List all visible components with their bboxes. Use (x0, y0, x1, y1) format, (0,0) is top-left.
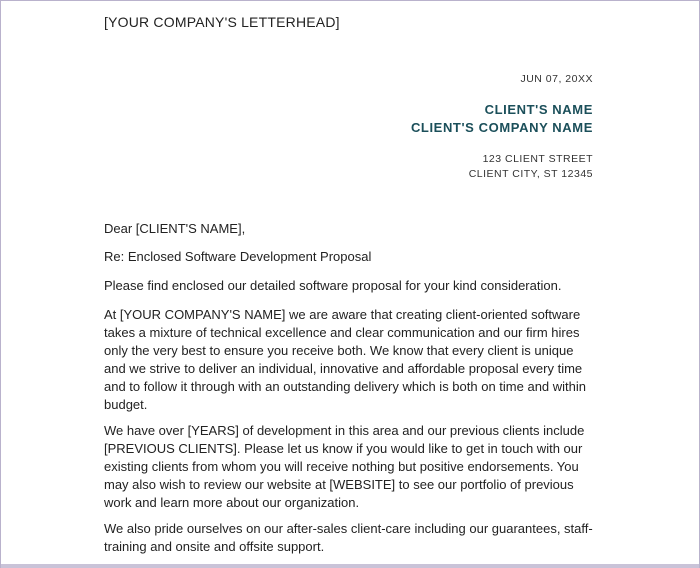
company-letterhead: [YOUR COMPANY'S LETTERHEAD] (104, 14, 340, 30)
body-paragraph: We also pride ourselves on our after-sales client-care including our guarantees, staff-training and onsite and offsite support. (104, 521, 593, 554)
client-street: 123 CLIENT STREET (482, 153, 593, 165)
body-paragraph: Please find enclosed our detailed software proposal for your kind consideration. (104, 278, 562, 293)
body-paragraph: At [YOUR COMPANY'S NAME] we are aware that creating client-oriented software takes a mixture of technical excellence and clear communication and our firm hires only the very best to ensure you receive both. We know that every client is unique and we strive to deliver an individual, innovative and affordable proposal every time and to follow it through with an outstanding delivery which is both on time and within budget. (104, 307, 587, 412)
body-paragraph: We have over [YEARS] of development in this area and our previous clients include [PREVIOUS CLIENTS]. Please let us know if you would like to get in touch with our existing clients from whom you will receive nothing but positive endorsements. You may also wish to review our website at [WEBSITE] to see our portfolio of previous work and learn more about our organization. (104, 423, 585, 510)
client-name: CLIENT'S NAME (484, 102, 593, 117)
client-city: CLIENT CITY, ST 12345 (468, 168, 593, 180)
client-company-name: CLIENT'S COMPANY NAME (410, 120, 593, 135)
letter-date: JUN 07, 20XX (520, 73, 593, 85)
subject-line: Re: Enclosed Software Development Proposal (104, 249, 372, 264)
salutation: Dear [CLIENT'S NAME], (104, 221, 246, 236)
